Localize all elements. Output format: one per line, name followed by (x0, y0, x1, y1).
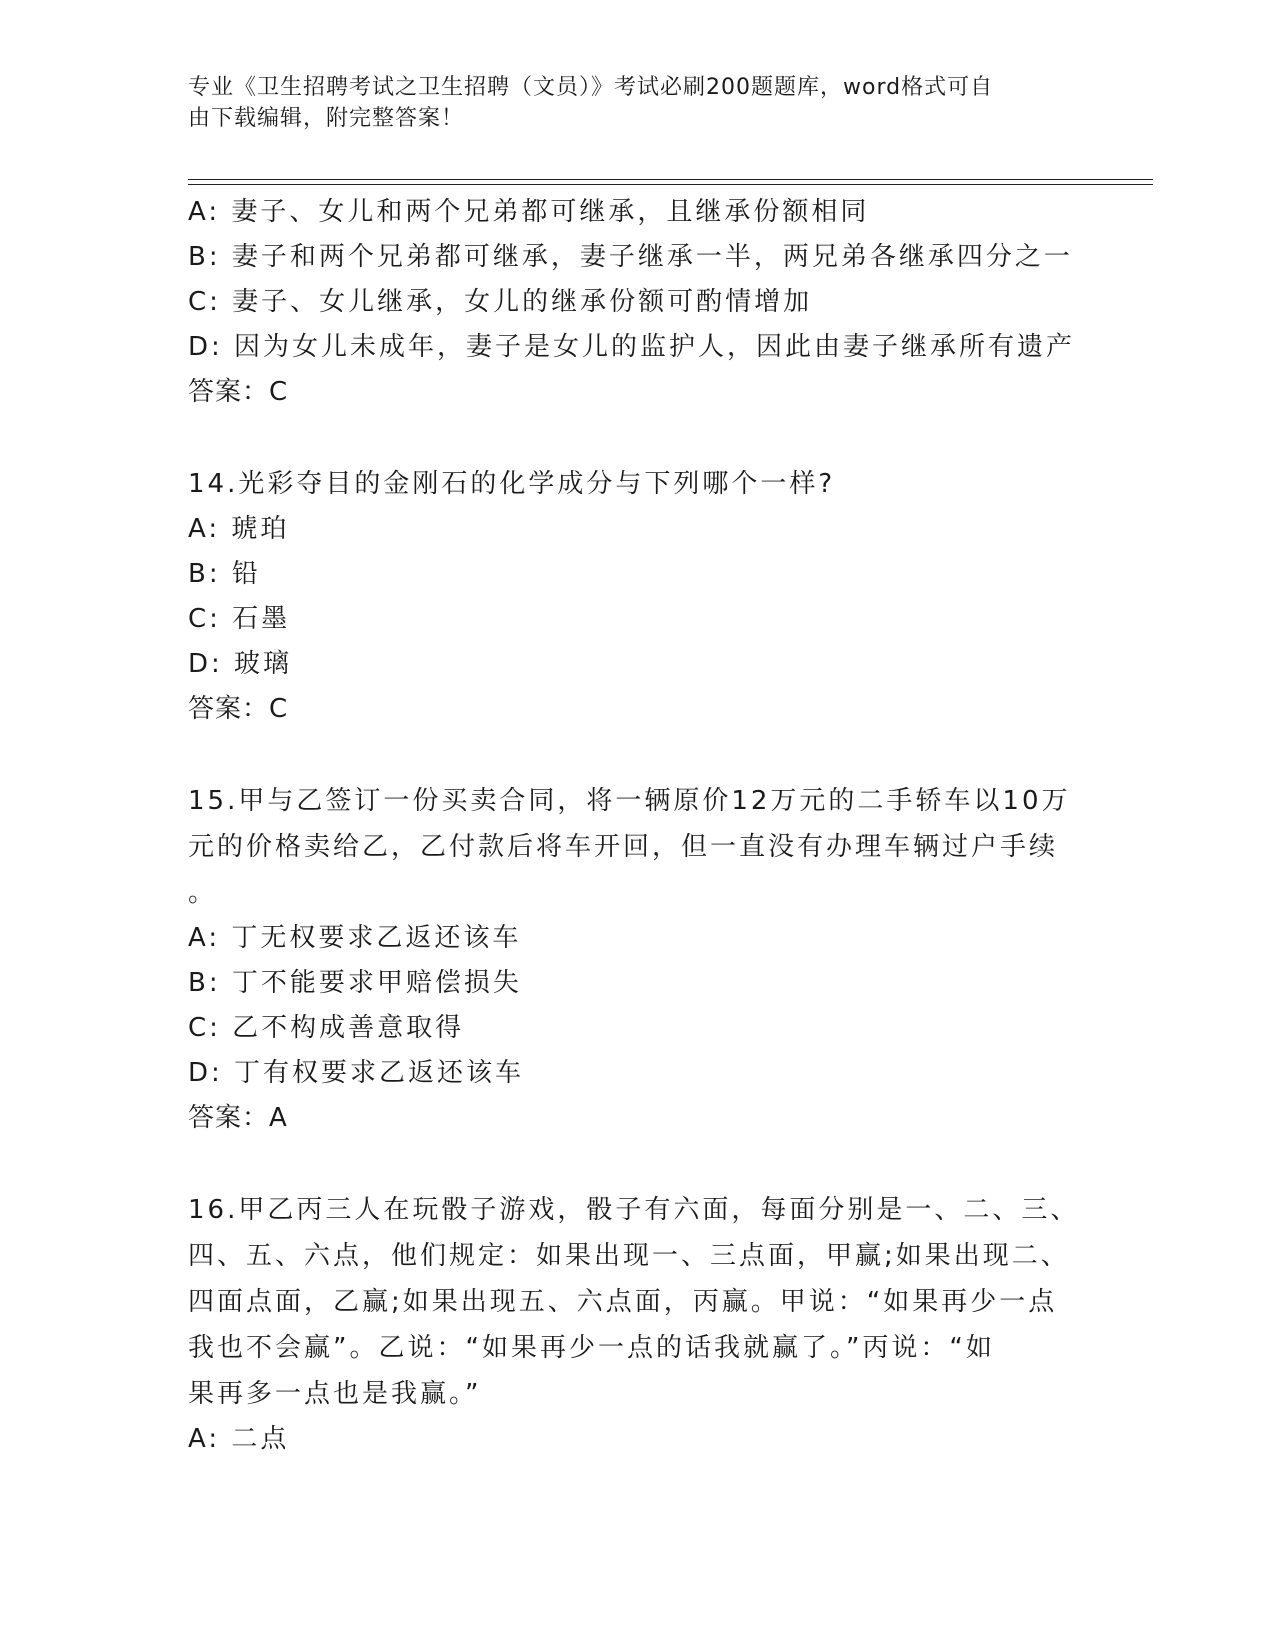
question-text-line: 16.甲乙丙三人在玩骰子游戏，骰子有六面，每面分别是一、二、三、 (188, 1195, 1080, 1225)
header-line-2: 由下载编辑，附完整答案！ (188, 106, 465, 131)
option-d: D: 玻璃 (188, 649, 293, 679)
answer: 答案：A (188, 1103, 288, 1133)
question-text-line: 四、五、六点，他们规定：如果出现一、三点面，甲赢;如果出现二、 (188, 1241, 1070, 1271)
header-rule-bottom (188, 184, 1153, 185)
option-a: A: 二点 (188, 1424, 290, 1454)
question-text-line: 。 (188, 878, 218, 908)
answer: 答案：C (188, 377, 289, 407)
question-text-line: 15.甲与乙签订一份买卖合同，将一辆原价12万元的二手轿车以10万 (188, 786, 1071, 816)
option-c: C: 石墨 (188, 604, 291, 634)
option-a: A: 琥珀 (188, 514, 290, 544)
header-line-1: 专业《卫生招聘考试之卫生招聘（文员）》考试必刷200题题库，word格式可自 (188, 75, 994, 100)
question-text-line: 果再多一点也是我赢。” (188, 1379, 482, 1409)
option-d: D: 丁有权要求乙返还该车 (188, 1058, 525, 1088)
option-c: C: 妻子、女儿继承，女儿的继承份额可酌情增加 (188, 287, 813, 317)
document-header (188, 72, 1088, 134)
option-b: B: 丁不能要求甲赔偿损失 (188, 968, 522, 998)
question-text-line: 元的价格卖给乙，乙付款后将车开回，但一直没有办理车辆过户手续 (188, 832, 1059, 862)
question-16-block (188, 1187, 1088, 1462)
question-14-block (188, 461, 1088, 732)
question-13-block (188, 190, 1088, 415)
option-b: B: 妻子和两个兄弟都可继承，妻子继承一半，两兄弟各继承四分之一 (188, 242, 1073, 272)
question-content (188, 190, 1088, 1462)
question-text-line: 四面点面，乙赢;如果出现五、六点面，丙赢。甲说：“如果再少一点 (188, 1287, 1058, 1317)
header-rule-top (188, 179, 1153, 180)
question-text-line: 我也不会赢”。乙说：“如果再少一点的话我就赢了。”丙说：“如 (188, 1333, 995, 1363)
option-d: D: 因为女儿未成年，妻子是女儿的监护人，因此由妻子继承所有遗产 (188, 332, 1076, 362)
option-b: B: 铅 (188, 559, 261, 589)
answer: 答案：C (188, 694, 289, 724)
option-c: C: 乙不构成善意取得 (188, 1013, 465, 1043)
question-text: 14.光彩夺目的金刚石的化学成分与下列哪个一样? (188, 469, 836, 499)
option-a: A: 丁无权要求乙返还该车 (188, 923, 522, 953)
option-a: A: 妻子、女儿和两个兄弟都可继承，且继承份额相同 (188, 197, 870, 227)
question-15-block (188, 778, 1088, 1141)
